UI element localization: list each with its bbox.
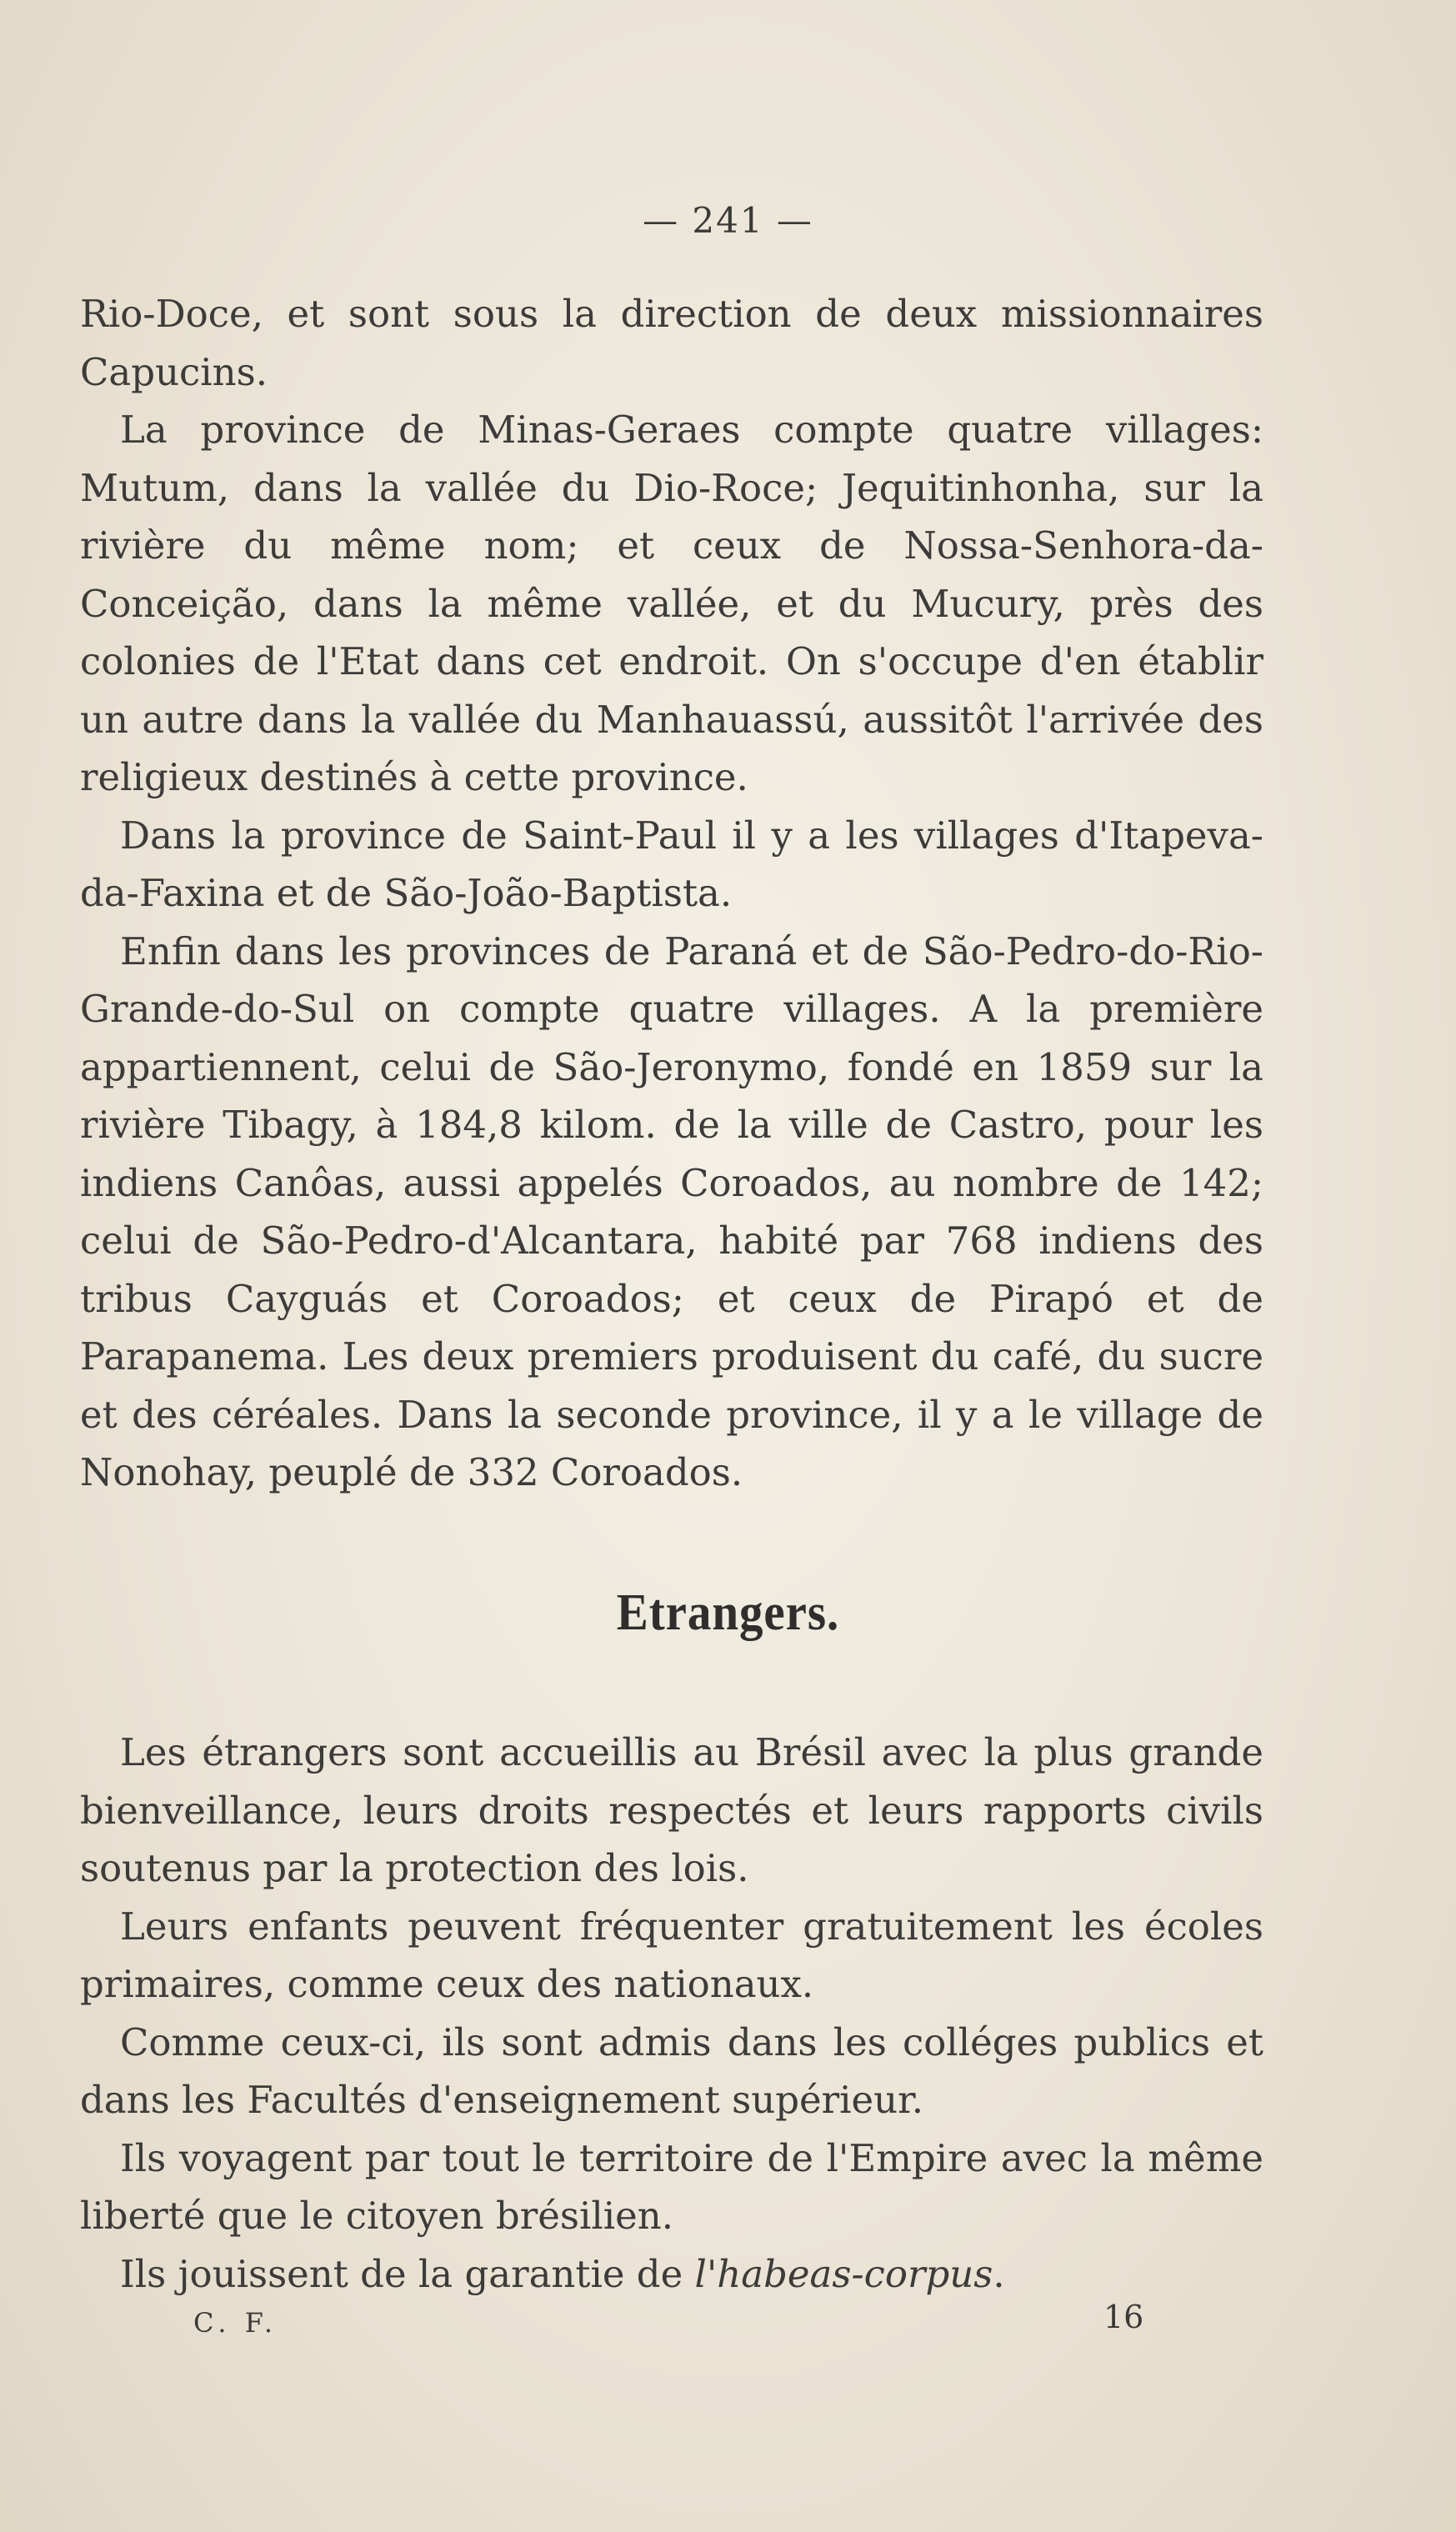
paragraph-saint-paul: Dans la province de Saint-Paul il y a les villages d'Itapeva-da-Faxina et de São-João-Baptista. [80, 813, 1263, 915]
page-number: — 241 — [643, 200, 813, 241]
signature-mark: C. F. [193, 2307, 278, 2339]
paragraph-continuation: Rio-Doce, et sont sous la direction de deux missionnaires Capucins. [80, 292, 1263, 394]
paragraph-accueil: Les étrangers sont accueillis au Brésil avec la plus grande bienveillance, leurs droits respectés et leurs rapports civils soutenus par la protection des lois. [80, 1730, 1263, 1890]
text-block-villages [80, 285, 1263, 1502]
section-heading: Etrangers. [616, 1584, 840, 1641]
text-block-etrangers [80, 1724, 1263, 2303]
habeas-prefix: Ils jouissent de la garantie de [120, 2251, 695, 2296]
page-footer [0, 2299, 1456, 2349]
habeas-suffix: . [993, 2251, 1005, 2296]
sheet-number: 16 [1103, 2299, 1144, 2335]
habeas-italic: l'habeas-corpus [694, 2251, 993, 2296]
paragraph-parana: Enfin dans les provinces de Paraná et de São-Pedro-do-Rio-Grande-do-Sul on compte quatre villages. A la première appartiennent, celui de São-Jeronymo, fondé en 1859 sur la rivière Tibagy, à 184,8 kilom. de la ville de Castro, pour les indiens Canôas, aussi appelés Coroados, au nombre de 142; celui de São-Pedro-d'Alcantara, habité par 768 indiens des tribus Cayguás et Coroados; et ceux de Pirapó et de Parapanema. Les deux premiers produisent du café, du sucre et des céréales. Dans la seconde province, il y a le village de Nonohay, peuplé de 332 Coroados. [80, 928, 1263, 1494]
paragraph-minas-geraes: La province de Minas-Geraes compte quatre villages: Mutum, dans la vallée du Dio-Roce; Jequitinhonha, sur la rivière du même nom; et ceux de Nossa-Senhora-da-Conceição, dans la même vallée, et du Mucury, près des colonies de l'Etat dans cet endroit. On s'occupe d'en établir un autre dans la vallée du Manhauassú, aussitôt l'arrivée des religieux destinés à cette province. [80, 408, 1263, 799]
paragraph-habeas-corpus [80, 2245, 1263, 2304]
paragraph-voyage: Ils voyagent par tout le territoire de l'Empire avec la même liberté que le citoyen brésilien. [80, 2135, 1263, 2238]
paragraph-colleges: Comme ceux-ci, ils sont admis dans les colléges publics et dans les Facultés d'enseignement supérieur. [80, 2019, 1263, 2122]
paragraph-enfants: Leurs enfants peuvent fréquenter gratuitement les écoles primaires, comme ceux des nationaux. [80, 1904, 1263, 2006]
